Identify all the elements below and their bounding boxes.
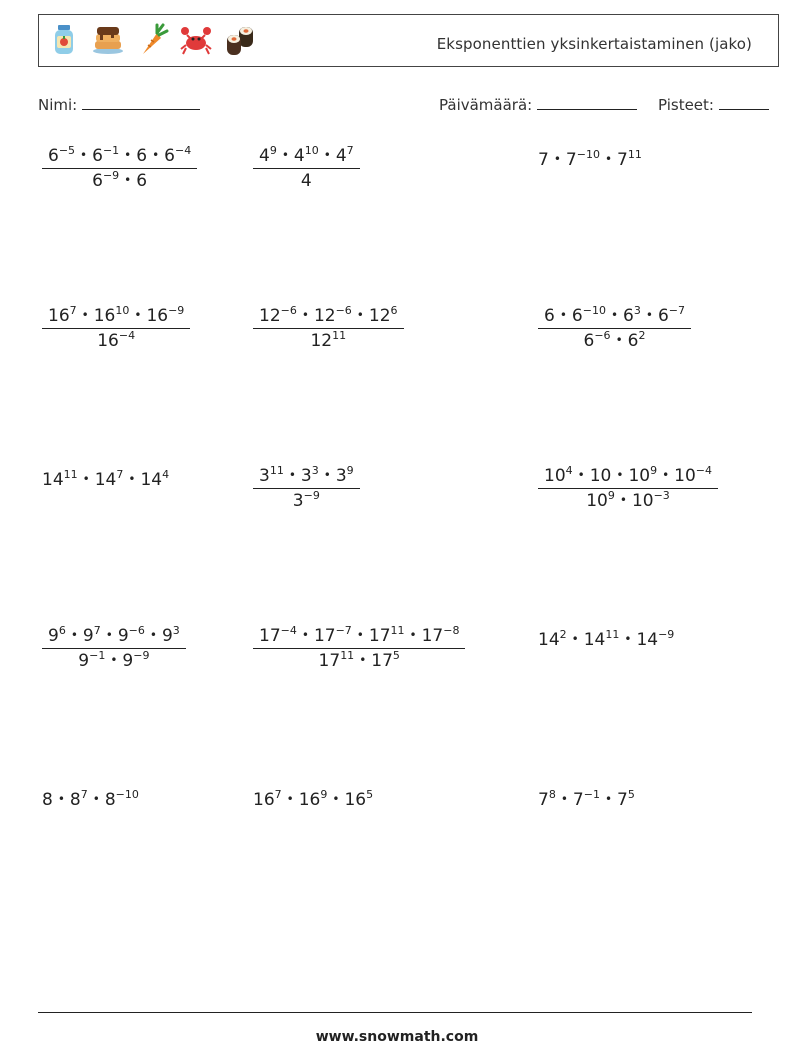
worksheet-header (38, 14, 779, 67)
exponent: 11 (390, 624, 405, 637)
base: 9 (117, 626, 129, 646)
base: 16 (97, 331, 119, 351)
power-term (590, 466, 612, 486)
power-term (293, 491, 320, 511)
icon-strip (47, 23, 257, 57)
base: 10 (628, 466, 651, 486)
exponent: 7 (116, 468, 124, 481)
denominator (42, 169, 197, 191)
power-term (259, 466, 284, 486)
exponent: −9 (133, 649, 150, 662)
multiply-dot: • (124, 148, 132, 162)
power-term (310, 331, 346, 351)
multiply-dot: • (128, 472, 136, 486)
base: 6 (583, 331, 595, 351)
power-term (140, 470, 169, 490)
exponent: 2 (638, 329, 646, 342)
denominator (253, 649, 465, 671)
exponent: −9 (303, 489, 320, 502)
expression (42, 790, 139, 810)
base: 6 (92, 146, 103, 166)
name-label: Nimi: (38, 96, 78, 114)
fraction (42, 626, 186, 671)
base: 14 (636, 630, 659, 650)
exponent: 9 (320, 788, 328, 801)
exponent: −10 (582, 304, 606, 317)
exponent: 3 (633, 304, 641, 317)
exponent: 6 (58, 624, 66, 637)
base: 14 (140, 470, 163, 490)
base: 7 (617, 150, 628, 170)
numerator (42, 626, 186, 648)
fraction (538, 466, 718, 511)
expression (538, 150, 642, 170)
exponent: −6 (128, 624, 145, 637)
base: 16 (253, 790, 275, 810)
date-blank[interactable] (537, 94, 637, 110)
power-term (118, 626, 145, 646)
problem-1 (42, 146, 197, 191)
problem-10 (42, 626, 186, 671)
multiply-dot: • (610, 308, 619, 322)
worksheet-title: Eksponenttien yksinkertaistaminen (jako) (436, 35, 752, 53)
power-term (628, 331, 646, 351)
base: 4 (293, 146, 305, 166)
multiply-dot: • (332, 792, 340, 806)
exponent: 11 (269, 464, 284, 477)
fraction (253, 146, 360, 191)
base: 3 (292, 491, 304, 511)
multiply-dot: • (286, 792, 294, 806)
multiply-dot: • (662, 468, 670, 482)
power-term (371, 651, 400, 671)
power-term (92, 146, 119, 166)
exponent: −7 (335, 624, 352, 637)
multiply-dot: • (624, 632, 632, 646)
exponent: 7 (80, 788, 88, 801)
power-term (136, 146, 147, 166)
exponent: −4 (174, 144, 192, 157)
base: 17 (318, 651, 341, 671)
date-label: Päivämäärä: (439, 96, 533, 114)
base: 8 (42, 790, 53, 810)
numerator (538, 466, 718, 488)
power-term (294, 146, 319, 166)
exponent: 5 (366, 788, 374, 801)
exponent: 11 (605, 628, 620, 641)
power-term (572, 306, 606, 326)
base: 9 (122, 651, 134, 671)
base: 7 (538, 790, 549, 810)
fraction (42, 306, 190, 351)
base: 12 (313, 306, 336, 326)
base: 14 (94, 470, 117, 490)
multiply-dot: • (553, 152, 561, 166)
numerator (42, 146, 197, 168)
base: 6 (136, 171, 148, 191)
power-term (105, 790, 139, 810)
exponent: 9 (607, 489, 615, 502)
base: 10 (544, 466, 566, 486)
base: 6 (657, 306, 669, 326)
exponent: 7 (346, 144, 354, 157)
score-blank[interactable] (719, 94, 769, 110)
power-term (42, 790, 53, 810)
power-term (538, 790, 556, 810)
base: 14 (583, 630, 606, 650)
base: 9 (82, 626, 94, 646)
numerator (538, 306, 691, 328)
power-term (658, 306, 685, 326)
power-term (48, 306, 77, 326)
problem-11 (253, 626, 465, 671)
exponent: 10 (304, 144, 319, 157)
power-term (573, 790, 600, 810)
denominator (253, 169, 360, 191)
power-term (623, 306, 641, 326)
multiply-dot: • (615, 333, 623, 347)
base: 6 (623, 306, 634, 326)
base: 6 (164, 146, 175, 166)
base: 8 (69, 790, 81, 810)
multiply-dot: • (359, 653, 367, 667)
power-term (48, 626, 66, 646)
pancakes-icon (91, 23, 125, 57)
power-term (617, 150, 642, 170)
exponent: 7 (69, 304, 77, 317)
name-blank[interactable] (82, 94, 200, 110)
multiply-dot: • (604, 152, 613, 166)
power-term (83, 626, 101, 646)
power-term (136, 171, 147, 191)
multiply-dot: • (409, 628, 417, 642)
numerator (42, 306, 190, 328)
power-term (674, 466, 712, 486)
multiply-dot: • (82, 472, 90, 486)
exponent: −4 (280, 624, 297, 637)
exponent: −10 (576, 148, 600, 161)
multiply-dot: • (92, 792, 100, 806)
denominator (538, 489, 718, 511)
base: 7 (565, 150, 577, 170)
exponent: 9 (650, 464, 658, 477)
exponent: 11 (332, 329, 347, 342)
base: 17 (368, 626, 391, 646)
problem-6 (538, 306, 691, 351)
multiply-dot: • (301, 628, 309, 642)
power-term (586, 491, 615, 511)
power-term (162, 626, 180, 646)
base: 7 (538, 150, 549, 170)
footer-divider (38, 1012, 752, 1013)
exponent: 7 (274, 788, 282, 801)
problem-5 (253, 306, 404, 351)
multiply-dot: • (152, 148, 160, 162)
exponent: −4 (118, 329, 136, 342)
power-term (259, 306, 297, 326)
multiply-dot: • (124, 173, 132, 187)
exponent: 7 (93, 624, 101, 637)
denominator (42, 649, 186, 671)
base: 10 (674, 466, 696, 486)
name-field (38, 94, 200, 114)
exponent: 4 (162, 468, 170, 481)
base: 16 (344, 790, 367, 810)
power-term (92, 171, 119, 191)
problem-9 (538, 466, 718, 511)
footer-url: www.snowmath.com (315, 1029, 479, 1045)
denominator (538, 329, 691, 351)
base: 16 (93, 306, 116, 326)
power-term (70, 790, 88, 810)
base: 6 (92, 171, 103, 191)
base: 12 (310, 331, 333, 351)
power-term (584, 331, 611, 351)
power-term (336, 146, 354, 166)
date-field (439, 94, 637, 114)
numerator (253, 306, 404, 328)
expression (538, 630, 674, 650)
problem-2 (253, 146, 360, 191)
power-term (544, 466, 573, 486)
problem-8 (253, 466, 360, 511)
multiply-dot: • (645, 308, 653, 322)
exponent: −3 (653, 489, 670, 502)
multiply-dot: • (80, 148, 88, 162)
exponent: 3 (172, 624, 180, 637)
jar-icon (47, 23, 81, 57)
exponent: 9 (346, 464, 354, 477)
fraction (253, 626, 465, 671)
score-label: Pisteet: (658, 96, 714, 114)
exponent: 4 (565, 464, 573, 477)
carrot-icon (135, 23, 169, 57)
exponent: −6 (594, 329, 611, 342)
exponent: −1 (102, 144, 120, 157)
exponent: −1 (89, 649, 106, 662)
base: 6 (627, 331, 639, 351)
power-term (259, 626, 297, 646)
problem-4 (42, 306, 190, 351)
base: 12 (259, 306, 281, 326)
base: 17 (259, 626, 281, 646)
power-term (299, 790, 328, 810)
numerator (253, 146, 360, 168)
exponent: −9 (102, 169, 120, 182)
power-term (48, 146, 75, 166)
base: 14 (42, 470, 64, 490)
power-term (632, 491, 670, 511)
power-term (369, 626, 405, 646)
fraction (253, 306, 404, 351)
denominator (42, 329, 190, 351)
exponent: 11 (340, 649, 355, 662)
base: 10 (589, 466, 612, 486)
multiply-dot: • (616, 468, 624, 482)
problem-12 (538, 630, 674, 650)
power-term (253, 790, 282, 810)
power-term (617, 790, 635, 810)
multiply-dot: • (149, 628, 157, 642)
base: 8 (104, 790, 116, 810)
base: 14 (538, 630, 560, 650)
base: 16 (48, 306, 70, 326)
power-term (336, 466, 354, 486)
fraction (42, 146, 197, 191)
power-term (319, 651, 355, 671)
base: 4 (259, 146, 270, 166)
exponent: 8 (548, 788, 556, 801)
exponent: 10 (115, 304, 130, 317)
base: 6 (48, 146, 59, 166)
base: 6 (136, 146, 148, 166)
power-term (369, 306, 398, 326)
multiply-dot: • (571, 632, 579, 646)
exponent: 5 (627, 788, 635, 801)
base: 17 (371, 651, 393, 671)
multiply-dot: • (619, 493, 627, 507)
exponent: −9 (658, 628, 675, 641)
power-term (538, 150, 549, 170)
base: 6 (571, 306, 583, 326)
exponent: −9 (168, 304, 185, 317)
power-term (122, 651, 149, 671)
multiply-dot: • (134, 308, 142, 322)
power-term (566, 150, 600, 170)
power-term (301, 466, 319, 486)
sushi-roll-icon (223, 23, 257, 57)
multiply-dot: • (105, 628, 113, 642)
multiply-dot: • (281, 148, 289, 162)
power-term (301, 171, 312, 191)
power-term (94, 306, 130, 326)
expression (253, 790, 373, 810)
multiply-dot: • (356, 628, 364, 642)
base: 16 (298, 790, 321, 810)
base: 9 (78, 651, 90, 671)
exponent: −6 (280, 304, 297, 317)
denominator (253, 489, 360, 511)
expression (538, 790, 635, 810)
power-term (636, 630, 674, 650)
multiply-dot: • (604, 792, 613, 806)
power-term (344, 790, 373, 810)
base: 7 (617, 790, 628, 810)
problem-15 (538, 790, 635, 810)
base: 3 (259, 466, 270, 486)
numerator (253, 626, 465, 648)
power-term (314, 306, 352, 326)
exponent: −1 (583, 788, 600, 801)
power-term (538, 630, 567, 650)
exponent: −8 (443, 624, 460, 637)
exponent: −6 (335, 304, 352, 317)
problem-3 (538, 150, 642, 170)
problem-14 (253, 790, 373, 810)
base: 10 (586, 491, 608, 511)
exponent: 2 (559, 628, 567, 641)
exponent: −5 (58, 144, 76, 157)
exponent: −10 (115, 788, 139, 801)
multiply-dot: • (323, 468, 331, 482)
exponent: 11 (627, 148, 642, 161)
exponent: 9 (269, 144, 277, 157)
base: 17 (313, 626, 336, 646)
base: 4 (335, 146, 347, 166)
power-term (78, 651, 105, 671)
base: 17 (421, 626, 444, 646)
power-term (95, 470, 124, 490)
fraction (538, 306, 691, 351)
exponent: 3 (311, 464, 319, 477)
base: 6 (544, 306, 555, 326)
base: 16 (146, 306, 169, 326)
numerator (253, 466, 360, 488)
base: 9 (161, 626, 173, 646)
fraction (253, 466, 360, 511)
base: 10 (631, 491, 654, 511)
multiply-dot: • (70, 628, 78, 642)
power-term (259, 146, 277, 166)
exponent: 11 (63, 468, 78, 481)
multiply-dot: • (57, 792, 65, 806)
power-term (164, 146, 191, 166)
base: 3 (335, 466, 347, 486)
exponent: 6 (390, 304, 398, 317)
problem-7 (42, 470, 169, 490)
denominator (253, 329, 404, 351)
power-term (422, 626, 460, 646)
power-term (97, 331, 135, 351)
multiply-dot: • (288, 468, 296, 482)
problem-13 (42, 790, 139, 810)
base: 7 (572, 790, 584, 810)
crab-icon (179, 23, 213, 57)
base: 9 (48, 626, 59, 646)
multiply-dot: • (560, 792, 568, 806)
power-term (314, 626, 352, 646)
multiply-dot: • (81, 308, 89, 322)
score-field (658, 94, 769, 114)
exponent: −4 (695, 464, 713, 477)
base: 3 (300, 466, 312, 486)
power-term (42, 470, 78, 490)
exponent: 5 (392, 649, 400, 662)
power-term (544, 306, 555, 326)
power-term (628, 466, 657, 486)
power-term (584, 630, 620, 650)
base: 4 (300, 171, 312, 191)
multiply-dot: • (356, 308, 364, 322)
power-term (146, 306, 184, 326)
base: 12 (368, 306, 391, 326)
multiply-dot: • (559, 308, 567, 322)
multiply-dot: • (110, 653, 118, 667)
multiply-dot: • (301, 308, 309, 322)
multiply-dot: • (323, 148, 331, 162)
exponent: −7 (668, 304, 685, 317)
multiply-dot: • (577, 468, 585, 482)
expression (42, 470, 169, 490)
